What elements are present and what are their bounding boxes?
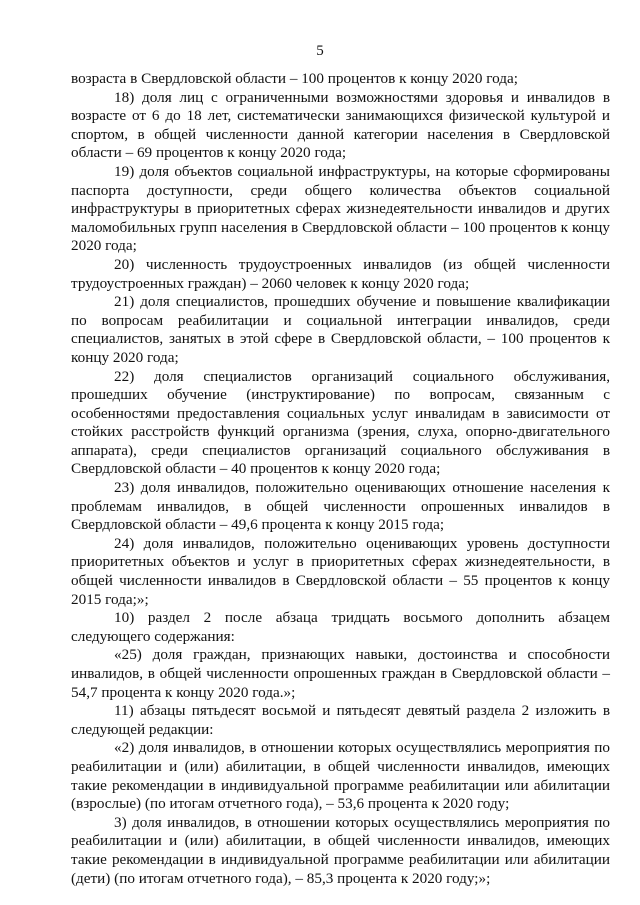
paragraph-item-20: 20) численность трудоустроенных инвалидов (из общей численности трудоустроенных граждан) – 2060 человек к концу 2020 года;	[71, 255, 610, 292]
paragraph-amendment-11: 11) абзацы пятьдесят восьмой и пятьдесят девятый раздела 2 изложить в следующей редакции:	[71, 702, 610, 738]
paragraph-continuation: возраста в Свердловской области – 100 процентов к концу 2020 года;	[71, 70, 518, 87]
paragraph-new-item-3: 3) доля инвалидов, в отношении которых осуществлялись мероприятия по реабилитации и (или) абилитации, в общей численности инвалидов, имеющих такие рекомендации в индивидуальной программе реабилитации или абилитации (дети) (по итогам отчетного года), – 85,3 процента к 2020 году;»;	[71, 813, 610, 887]
paragraph-item-23: 23) доля инвалидов, положительно оценивающих отношение населения к проблемам инвалидов, в общей численности опрошенных инвалидов в Свердловской области – 49,6 процента к концу 2015 года;	[71, 479, 610, 534]
paragraph-item-19: 19) доля объектов социальной инфраструктуры, на которые сформированы паспорта доступности, среди общего количества объектов социальной инфраструктуры в приоритетных сферах жизнедеятельности инвалидов и других маломобильных групп населения в Свердловской области – 100 процентов к концу 2020 года;	[71, 162, 610, 255]
paragraph-new-item-2: «2) доля инвалидов, в отношении которых осуществлялись мероприятия по реабилитации и (или) абилитации, в общей численности инвалидов, имеющих такие рекомендации в индивидуальной программе реабилитации или абилитации (взрослые) (по итогам отчетного года), – 53,6 процента к 2020 году;	[71, 739, 610, 813]
paragraph-item-18: 18) доля лиц с ограниченными возможностями здоровья и инвалидов в возрасте от 6 до 18 лет, систематически занимающихся физической культурой и спортом, в общей численности данной категории населения в Свердловской области – 69 процентов к концу 2020 года;	[71, 88, 610, 162]
page-number: 5	[316, 43, 324, 59]
paragraph-item-24: 24) доля инвалидов, положительно оценивающих уровень доступности приоритетных объектов и услуг в приоритетных сферах жизнедеятельности, в общей численности инвалидов в Свердловской области – 55 процентов к концу 2015 года;»;	[71, 534, 610, 608]
paragraph-amendment-10: 10) раздел 2 после абзаца тридцать восьмого дополнить абзацем следующего содержания:	[71, 609, 610, 645]
document-body	[71, 70, 610, 888]
paragraph-item-25: «25) доля граждан, признающих навыки, достоинства и способности инвалидов, в общей численности опрошенных граждан в Свердловской области – 54,7 процента к концу 2020 года.»;	[71, 646, 610, 701]
paragraph-item-22: 22) доля специалистов организаций социального обслуживания, прошедших обучение (инструктирование) по вопросам, связанным с особенностями предоставления социальных услуг инвалидам в зависимости от стойких расстройств функций организма (зрения, слуха, опорно-двигательного аппарата), среди специалистов организаций социального обслуживания в Свердловской области – 40 процентов к концу 2020 года;	[71, 367, 610, 478]
paragraph-item-21: 21) доля специалистов, прошедших обучение и повышение квалификации по вопросам реабилитации и социальной интеграции инвалидов, среди специалистов, занятых в этой сфере в Свердловской области, – 100 процентов к концу 2020 года;	[71, 293, 610, 366]
